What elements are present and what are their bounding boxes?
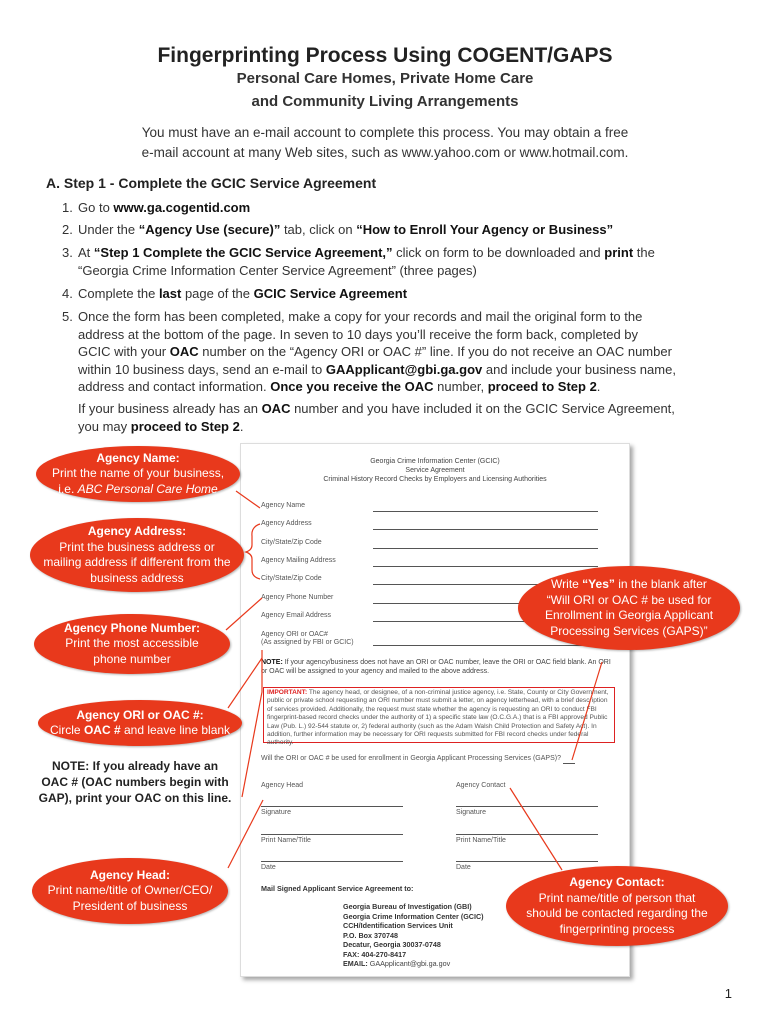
form-signature-label: Signature <box>456 809 486 816</box>
pointer-agency-address-brace <box>246 524 260 579</box>
address-email-label: EMAIL: <box>343 959 370 968</box>
form-important-label: IMPORTANT: <box>267 689 308 696</box>
step-bold: print <box>604 245 634 260</box>
callout-title: Agency Contact: <box>569 875 665 889</box>
callout-text: business address <box>90 570 184 585</box>
step-text: within 10 business days, send an e-mail to <box>78 361 326 377</box>
subtitle-line-1: Personal Care Homes, Private Home Care <box>236 70 534 87</box>
callout-agency-phone <box>34 614 230 674</box>
form-field-label: City/State/Zip Code <box>261 539 322 546</box>
step-link-text: www.ga.cogentid.com <box>113 200 251 215</box>
form-date-label: Date <box>261 864 276 871</box>
step-text: GCIC with your <box>78 344 170 359</box>
form-note-label: NOTE: <box>261 659 283 666</box>
intro-line-1: You must have an e-mail account to complete this process. You may obtain a free <box>141 125 629 140</box>
step-text: number and you have included it on the GCIC Service Agreement, <box>290 401 675 416</box>
callout-text: Circle <box>49 723 84 737</box>
email-text: GAApplicant@gbi.ga.gov <box>325 361 483 377</box>
oac-note <box>28 758 242 806</box>
pointer-agency-contact <box>510 788 562 870</box>
subtitle-line-2: and Community Living Arrangements <box>251 93 519 110</box>
step-text: Complete the <box>78 286 159 301</box>
form-note-text: If your agency/business does not have an ORI or OAC number, leave the ORI or OAC field blank. An ORI or OAC will be assigned to your agency and mailed to the above address. <box>261 659 611 675</box>
callout-agency-address <box>30 518 244 592</box>
step-bold: Once you receive the OAC <box>270 379 434 394</box>
callout-title: Agency Phone Number: <box>63 620 201 635</box>
address-email: GAApplicant@gbi.ga.gov <box>369 959 451 968</box>
callout-text: Print the business address or <box>59 539 215 554</box>
callout-text: Print the most accessible <box>65 636 199 651</box>
step-text: Go to <box>78 200 114 215</box>
step-text: click on form to be downloaded and <box>392 245 605 260</box>
form-date-label: Date <box>456 864 471 871</box>
form-print-name-label: Print Name/Title <box>261 837 311 844</box>
form-field-label: Agency Mailing Address <box>261 557 336 564</box>
callout-text: and leave line blank <box>120 723 231 737</box>
address-line: CCH/Identification Services Unit <box>343 921 453 930</box>
form-field-label: City/State/Zip Code <box>261 575 322 582</box>
pointer-write-yes <box>572 662 602 760</box>
form-gaps-question: Will the ORI or OAC # be used for enrollment in Georgia Applicant Processing Services (GAPS)? <box>261 755 561 762</box>
step-text: address and contact information. <box>78 379 271 394</box>
step-text: number on the “Agency ORI or OAC #” line. If you do not receive an OAC number <box>198 344 672 359</box>
step-text: Under the <box>78 222 139 237</box>
step-number: 1. <box>62 200 73 215</box>
note-line: NOTE: If you already have an <box>51 759 219 773</box>
step-text: address at the bottom of the page. In seven to 10 days you’ll receive the form back, completed by <box>78 326 639 342</box>
step-text: you may <box>78 418 131 434</box>
step-bold: “Step 1 Complete the GCIC Service Agreement,” <box>93 245 393 260</box>
callout-example: ABC Personal Care Home <box>77 481 218 496</box>
form-agency-contact-label: Agency Contact <box>456 782 506 789</box>
form-subtitle: Service Agreement <box>405 467 465 474</box>
callout-text: Write <box>551 577 583 591</box>
step-number: 5. <box>62 309 73 324</box>
note-line: GAP), print your OAC on this line. <box>38 791 232 805</box>
step-text: If your business already has an <box>78 401 262 416</box>
callout-text: fingerprinting process <box>559 921 675 936</box>
callout-text: in the blank after <box>614 577 707 591</box>
step-bold: “How to Enroll Your Agency or Business” <box>356 222 614 237</box>
form-field-label: Agency Email Address <box>261 612 332 619</box>
step-bold: “Agency Use (secure)” <box>138 222 281 237</box>
address-line: P.O. Box 370748 <box>343 930 399 940</box>
page-number: 1 <box>724 986 732 1001</box>
step-text: At <box>78 245 94 260</box>
form-mail-label: Mail Signed Applicant Service Agreement to: <box>261 884 414 893</box>
callout-write-yes <box>518 566 740 650</box>
intro-line-2: e-mail account at many Web sites, such as www.yahoo.com or www.hotmail.com. <box>141 145 629 160</box>
callout-text: mailing address if different from the <box>43 555 231 569</box>
pointer-agency-phone <box>226 598 262 630</box>
form-subtitle: Criminal History Record Checks by Employers and Licensing Authorities <box>323 476 547 483</box>
callout-text: i.e. <box>58 481 78 496</box>
form-important-text: The agency head, or designee, of a non-criminal justice agency, i.e. State, County or City Government, public or private school requesting an ORI number must submit a letter, on agency letterhead, with a brief description of services provided. Additionally, the request must state whether the agency is requesting an ORI to conduct FBI fingerprint-based record checks under the authority of 1) a specific state law (O.C.G.A.) that is a FBI approved Public Law (Pub. L.) 92-544 statute or, 2) federal authority (such as the Adam Walsh Child Protection and Safety Act). In addition, further information may be necessary for ORI requests submitted for FBI record checks under federal authority. <box>267 689 609 747</box>
address-line: Georgia Crime Information Center (GCIC) <box>343 911 484 921</box>
address-line: FAX: 404-270-8417 <box>343 949 407 959</box>
step-bold: proceed to Step 2 <box>487 379 597 394</box>
step-text: page of the <box>181 286 254 301</box>
form-signature-label: Signature <box>261 809 291 816</box>
step-bold: GCIC Service Agreement <box>253 286 408 301</box>
callout-text: phone number <box>93 651 171 666</box>
callout-bold: OAC # <box>83 723 121 737</box>
callout-bold: “Yes” <box>582 577 615 591</box>
step-text: . <box>596 379 601 394</box>
step-text: tab, click on <box>280 222 357 237</box>
step-bold: OAC <box>261 401 291 416</box>
step-text: and include your business name, <box>482 361 676 377</box>
form-print-name-label: Print Name/Title <box>456 837 506 844</box>
callout-text: “Will ORI or OAC # be used for <box>546 592 712 607</box>
form-field-sublabel: (As assigned by FBI or GCIC) <box>261 639 354 646</box>
page-title: Fingerprinting Process Using COGENT/GAPS <box>157 44 613 67</box>
step-number: 3. <box>62 245 73 260</box>
step-bold: last <box>158 286 182 301</box>
address-line: Georgia Bureau of Investigation (GBI) <box>343 902 472 911</box>
callout-agency-contact <box>506 866 728 946</box>
step-number: 4. <box>62 286 73 301</box>
form-field-label: Agency Address <box>261 520 312 527</box>
form-field-label: Agency Name <box>261 502 305 509</box>
form-field-label: Agency Phone Number <box>261 594 334 601</box>
callout-text: Print the name of your business, <box>51 466 225 481</box>
step-bold: OAC <box>169 344 199 359</box>
pointer-agency-head <box>228 800 263 868</box>
step-text: . <box>239 418 244 434</box>
callout-text: President of business <box>72 898 188 913</box>
form-title: Georgia Crime Information Center (GCIC) <box>370 458 500 465</box>
callout-agency-ori <box>38 700 242 746</box>
form-agency-head-label: Agency Head <box>261 782 304 789</box>
step-number: 2. <box>62 222 73 237</box>
step-text: number, <box>433 379 488 394</box>
callout-title: Agency Head: <box>89 867 171 882</box>
callout-text: Print name/title of person that <box>538 890 696 905</box>
callout-text: Enrollment in Georgia Applicant <box>544 608 714 622</box>
form-field-label: Agency ORI or OAC# <box>261 631 328 638</box>
step-text: the <box>633 245 655 260</box>
callout-title: Agency Name: <box>96 450 180 465</box>
callout-text: should be contacted regarding the <box>526 906 708 920</box>
callout-agency-head <box>32 858 228 924</box>
pointer-agency-ori <box>228 658 262 708</box>
step-text: “Georgia Crime Information Center Service Agreement” (three pages) <box>78 262 477 278</box>
step-text: Once the form has been completed, make a copy for your records and mail the original form to the <box>78 309 643 324</box>
callout-text: Processing Services (GAPS)” <box>550 623 708 638</box>
callout-title: Agency ORI or OAC #: <box>76 707 204 722</box>
note-line: OAC # (OAC numbers begin with <box>41 775 229 789</box>
callout-text: Print name/title of Owner/CEO/ <box>47 883 213 898</box>
callout-agency-name <box>36 446 240 502</box>
address-line: Decatur, Georgia 30037-0748 <box>343 940 441 949</box>
step-bold: proceed to Step 2 <box>130 418 240 434</box>
section-a-heading: A. Step 1 - Complete the GCIC Service Agreement <box>46 175 377 191</box>
callout-title: Agency Address: <box>87 524 187 538</box>
